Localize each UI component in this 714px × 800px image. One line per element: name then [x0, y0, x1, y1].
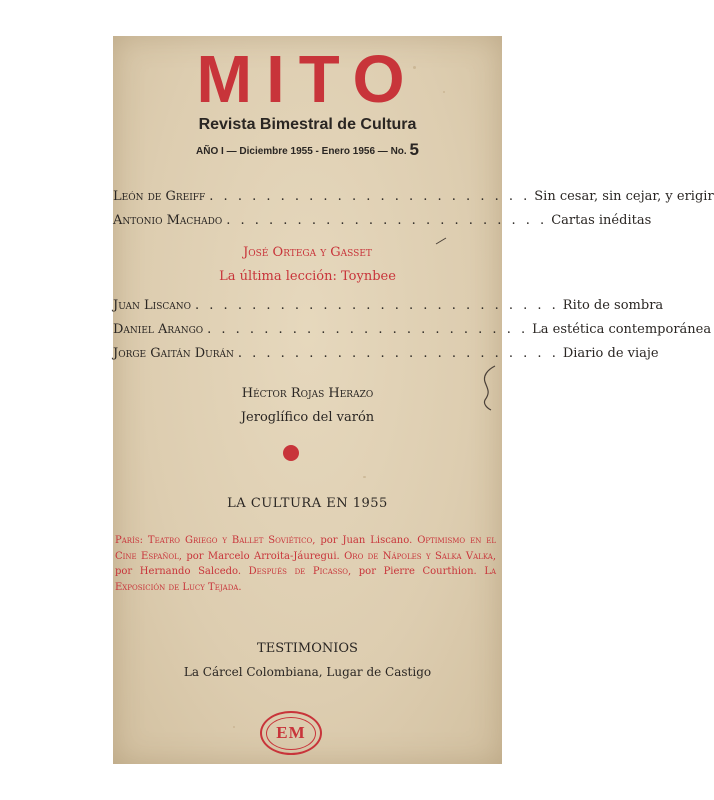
- culture-heading: LA CULTURA EN 1955: [227, 496, 388, 511]
- magazine-title: MITO: [196, 42, 419, 117]
- toc-entry: [113, 322, 712, 342]
- toc-entry: [113, 346, 659, 366]
- culture-item-by: por Marcelo Arroita-Jáuregui.: [186, 550, 340, 562]
- feature2-author: Héctor Rojas Herazo: [241, 386, 374, 401]
- culture-item-title: La Exposición de Lucy Tejada.: [115, 566, 497, 593]
- magazine-cover: [113, 36, 714, 764]
- publisher-logo: [260, 711, 322, 755]
- feature-author: José Ortega y Gasset: [243, 245, 372, 260]
- toc-author: Antonio Machado: [113, 213, 223, 228]
- culture-listing: París: Teatro Griego y Ballet Soviético, por Juan Liscano. Optimismo en el Cine Español, por Marcelo Arroita-Jáuregui. Oro de Nápoles y Salka Valka, por Hernando Salcedo. Después de Picasso, por Pierre Courthion. La Exposición de Lucy Tejada.: [115, 535, 497, 593]
- culture-item-title: Después de Picasso: [248, 566, 348, 577]
- toc-author: Jorge Gaitán Durán: [113, 346, 234, 361]
- toc-author: Daniel Arango: [113, 322, 204, 337]
- toc-work: Cartas inéditas: [551, 213, 652, 228]
- toc-work: Sin cesar, sin cejar, y erigir: [534, 189, 714, 204]
- pencil-mark-icon: [435, 237, 447, 245]
- feature-work: La última lección: Toynbee: [219, 269, 396, 284]
- culture-item-title: Optimismo en el Cine Español: [115, 535, 497, 562]
- toc-work: La estética contemporánea: [532, 322, 712, 337]
- culture-item-by: por Hernando Salcedo.: [115, 566, 242, 577]
- issue-number: 5: [409, 140, 419, 159]
- paper-speck: [233, 726, 235, 728]
- dot-leader: . . . . . . . . . . . . . . . . . . . . . . .: [226, 213, 548, 228]
- culture-item-by: por Pierre Courthion.: [358, 566, 477, 577]
- dot-leader: . . . . . . . . . . . . . . . . . . . . . . .: [209, 189, 531, 204]
- culture-item-title: Oro de Nápoles y Salka Valka: [344, 550, 493, 562]
- toc-entry: [113, 298, 664, 318]
- logo-text: EM: [266, 717, 316, 750]
- dot-leader: . . . . . . . . . . . . . . . . . . . . . . . . . .: [195, 298, 559, 313]
- toc-entry: [113, 189, 714, 209]
- toc-work: Rito de sombra: [562, 298, 664, 313]
- dot-leader: . . . . . . . . . . . . . . . . . . . . . . .: [207, 322, 529, 337]
- toc-author: León de Greiff: [113, 189, 206, 204]
- culture-item-by: por Juan Liscano.: [320, 535, 413, 546]
- issue-text: AÑO I — Diciembre 1955 - Enero 1956 — No.: [196, 146, 407, 157]
- red-dot-ornament: [283, 445, 299, 461]
- toc-entry: [113, 213, 652, 233]
- dot-leader: . . . . . . . . . . . . . . . . . . . . . . .: [237, 346, 559, 361]
- culture-item-title: París: Teatro Griego y Ballet Soviético: [115, 535, 313, 546]
- magazine-subtitle: Revista Bimestral de Cultura: [198, 116, 417, 133]
- testimonios-title: La Cárcel Colombiana, Lugar de Castigo: [183, 665, 432, 679]
- feature2-work: Jeroglífico del varón: [240, 410, 375, 425]
- issue-line: [113, 139, 502, 163]
- paper-speck: [363, 476, 366, 478]
- testimonios-heading: TESTIMONIOS: [257, 641, 358, 656]
- toc-work: Diario de viaje: [562, 346, 659, 361]
- toc-author: Juan Liscano: [113, 298, 192, 313]
